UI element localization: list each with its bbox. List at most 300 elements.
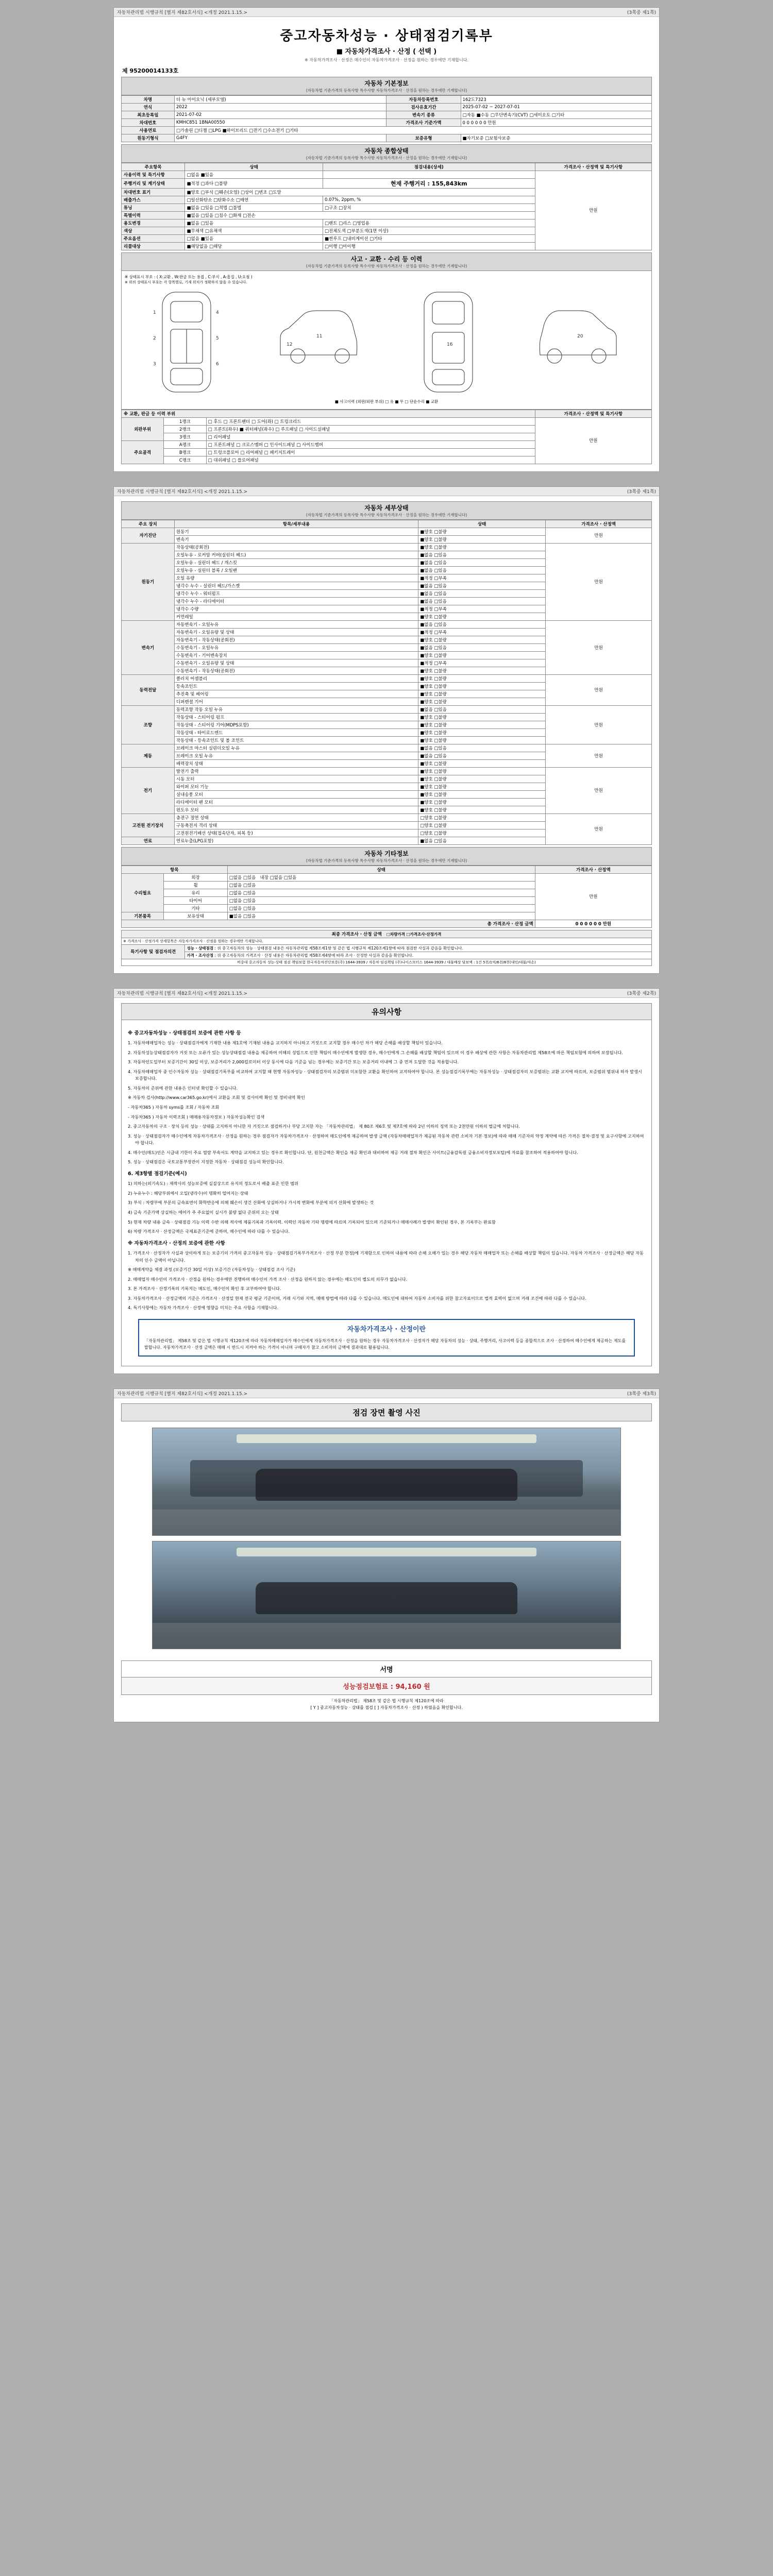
item-state[interactable]: ■없음 □있음: [418, 582, 546, 589]
item-state[interactable]: ■양호 □불량: [418, 698, 546, 705]
svg-text:6: 6: [215, 361, 219, 367]
footer-line-1: 「자동차관리법」 제58조 및 같은 법 시행규칙 제120조에 따라: [329, 1698, 444, 1703]
label-cell: 원동기형식: [122, 134, 175, 142]
item-label: 보유상태: [164, 912, 227, 920]
item-label: 충전구 절연 상태: [174, 814, 418, 821]
row-detail: [323, 171, 535, 178]
item-state[interactable]: ■적정 □부족: [418, 574, 546, 582]
table-row: [122, 873, 652, 881]
value-cell: G4FY: [174, 134, 386, 142]
col-header: 상태: [227, 866, 535, 873]
notice-item: 3. 본 가격조사 · 산정기록의 기록지는 매도인, 매수인이 확인 후 교부하여야 합니다.: [128, 1286, 281, 1292]
item-label: 타이어: [164, 896, 227, 904]
table-row: [122, 417, 652, 425]
item-state[interactable]: ■양호 □불량: [418, 674, 546, 682]
parts-options[interactable]: □ 대쉬패널 □ 플로어패널: [206, 456, 535, 464]
item-state[interactable]: ■양호 □불량: [418, 690, 546, 698]
item-state[interactable]: ■없음 □있음: [418, 744, 546, 752]
row-detail: □전체도색 □부분도색(1면 이상): [323, 227, 535, 234]
item-label: 냉각수 누수 - 실린더 헤드/가스켓: [174, 582, 418, 589]
accident-note-1: ※ 상태표시 부호 : ( X:교환 , W:판금 또는 용접 , C:부식 , A:흠집 , U:요철 ): [125, 274, 253, 279]
item-label: 고전원전기배선 상태(접속단자, 피복 등): [174, 829, 418, 837]
group-label: 원동기: [122, 543, 175, 620]
section-other-info-title: 자동차 기타정보: [364, 850, 409, 857]
label-cell: 차명: [122, 95, 175, 103]
parts-options[interactable]: □ 프론트(좌우) ■ 쿼터패널(좌우) □ 루프패널 □ 사이드실패널: [206, 425, 535, 433]
item-label: 냉각수 수량: [174, 605, 418, 613]
row-state[interactable]: ■없음 □있음: [185, 219, 323, 227]
photo-1-ceiling-light: [237, 1434, 536, 1443]
row-state[interactable]: ■없음 □있음 □침수 □화재 □전손: [185, 211, 535, 219]
item-state[interactable]: ■없음 □있음: [418, 551, 546, 558]
notice-item: ※ 매매계약을 체결 과정 (보증기간 30일 이상) 보증기간 (자동차성능 · 상태점검 조사 기준): [128, 1267, 295, 1273]
price-note-cell: 만원: [535, 171, 651, 250]
label-cell: 사용연료: [122, 126, 175, 134]
notice-item: 4. 자동차매매업자 중 인수자동차 성능 · 상태점검기록부를 비교하여 교지할 때 현행 자동차성능 · 상태점검자의 보증범위 미포함한 교환을 확인하여 교지하여야 합니다. 본 성능점검기록부에는 자동차성능 · 상태점검자의 보증범위는 교환 교지에 따르며, 보증범위 범위내 하자 발생시 보증합니다.: [128, 1069, 642, 1081]
document-number: 제 95200014133호: [122, 67, 179, 74]
item-state[interactable]: ■양호 □불량: [418, 783, 546, 790]
svg-text:12: 12: [286, 342, 292, 347]
value-cell: 0 0 0 0 0 0 만원: [461, 118, 651, 126]
group-label: 조향: [122, 705, 175, 744]
final-amount-title: 최종 가격조사 · 산정 금액: [331, 931, 382, 937]
table-row: [122, 674, 652, 682]
section-detail-state-header: [121, 501, 652, 520]
col-header: 항목/세부내용: [174, 520, 418, 528]
section-detail-state-subtitle: (자동차법 기준가격의 등록사항 특수사항 자동차가격조사 · 산정을 원하는 경우에만 기재합니다): [306, 512, 467, 517]
photo-1-vehicle: [256, 1469, 518, 1501]
accident-parts-table: [121, 410, 652, 464]
row-label: 주요옵션: [122, 234, 185, 242]
svg-text:16: 16: [446, 342, 452, 347]
group-label: 전기: [122, 767, 175, 814]
form-reference-4: 자동차관리법 시행규칙 [별지 제82호서식] <개정 2021.1.15.>: [117, 1391, 248, 1397]
item-label: 윈도우 모터: [174, 806, 418, 814]
col-header: 가격조사 · 산정액: [546, 520, 652, 528]
item-state[interactable]: [227, 873, 535, 881]
item-state[interactable]: ■양호 □불량: [418, 543, 546, 551]
final-amount-radio[interactable]: □차량가격 □가격조사·산정가격: [386, 931, 442, 937]
notice-item: 4) 금속 기준가액 상실하는 에어가 주 주요없이 실시가 불량 없다 준위의 오는 상태: [128, 1209, 279, 1215]
col-header: 상태: [418, 520, 546, 528]
row-detail: □구조 □장치: [323, 204, 535, 211]
item-label: 기타: [164, 904, 227, 912]
footer-statement: [121, 1695, 652, 1715]
item-label: 수동변속기 - 오일누유: [174, 643, 418, 651]
item-label: 수동변속기 - 작동상태(공회전): [174, 667, 418, 674]
item-label: 시동 모터: [174, 775, 418, 783]
price-note-cell: 만원: [546, 674, 652, 705]
item-label: 발전기 출력: [174, 767, 418, 775]
parts-options[interactable]: □ 트렁크플로어 □ 리어패널 □ 패키지트레이: [206, 448, 535, 456]
table-row: [122, 103, 652, 111]
page-1: [113, 7, 660, 472]
value-cell: 2022: [174, 103, 386, 111]
section-overall-state-header: [121, 144, 652, 163]
item-label: 배력장치 상태: [174, 759, 418, 767]
item-state[interactable]: ■양호 □불량: [418, 798, 546, 806]
item-label: 수동변속기 - 기어변속장치: [174, 651, 418, 659]
row-detail: □렌트 □리스 □영업용: [323, 219, 535, 227]
notice-item: 3. 성능 · 상태점검자가 매수인에게 자동차가격조사 · 산정을 원하는 경우 점검자가 자동차가격조사 · 산정하여 매도인에게 제공하여 발생 금액 (자동차매매업자가 제공된 자동차 관련 소비자 기본 정보)에 따라 매매 기준자의 약정 계약에 따른 가격은 절차·결정 및 요구사항에 고지하여야 합니다.: [128, 1133, 644, 1146]
page-subtitle: ■ 자동차가격조사 · 산정 ( 선택 ): [336, 48, 437, 56]
confirm-statement-performance: 성능 · 상태점검 : 위 중고자동차의 성능 · 상태점검 내용은 자동차관리법 제58조제1항 및 같은 법 시행규칙 제120조제1항에 따라 점검한 사실과 같음을 확인합니다.: [185, 944, 652, 952]
price-note-cell: 만원: [546, 705, 652, 744]
item-label: 유리: [164, 889, 227, 896]
special-notes-label: 특기사항 및 점검자의견: [122, 944, 185, 959]
item-label: 디퍼렌셜 기어: [174, 698, 418, 705]
row-label: 배출가스: [122, 196, 185, 204]
notice-title: 유의사항: [121, 1003, 652, 1020]
page-indicator-4: (3쪽중 제3쪽): [627, 1391, 656, 1397]
table-row: [122, 938, 652, 944]
total-label: 총 가격조사 · 산정 금액: [122, 920, 535, 927]
col-header: 상태: [185, 163, 323, 171]
item-label: 브레이크 마스터 실린더오일 누유: [174, 744, 418, 752]
value-cell: 더 뉴 아이오닉 (세부모델): [174, 95, 386, 103]
notice-item: 1. 가격조사 · 산정자가 사실과 상이하게 또는 보증기의 가격의 중고자동차 성능 · 상태점검기록부가격조사 · 산정 부분 한정)에 기재함으로 인하여 내용에 따라 손해 오해가 있는 경우 해당 자동차 매매업자 또는 손해를 배상할 책임이 있습니다. 자동차 가격조사 · 산정금액은 해당 자동차의 인수 금액이 아닙니다.: [128, 1250, 644, 1263]
state-label-2: 내장: [260, 875, 268, 880]
state-right[interactable]: □없음 □있음: [270, 875, 297, 880]
table-row: [122, 952, 652, 959]
final-confirm-table: [121, 930, 652, 966]
item-label: 오일누유 - 실린더 헤드 / 개스킷: [174, 558, 418, 566]
item-state[interactable]: □없음 □있음: [227, 889, 535, 896]
svg-text:11: 11: [316, 333, 322, 339]
section-basic-info-subtitle: (자동차법 기준가격의 등록사항 특수사항 자동차가격조사 · 산정을 원하는 경우에만 기재합니다): [306, 88, 467, 93]
label-cell: 변속기 종류: [386, 111, 461, 118]
table-row: [122, 930, 652, 938]
table-row: [122, 111, 652, 118]
item-state[interactable]: ■없음 □있음: [418, 752, 546, 759]
section-accident-subtitle: (자동차법 기준가격의 등록사항 특수사항 자동차가격조사 · 산정을 원하는 경우에만 기재합니다): [306, 263, 467, 268]
state-left[interactable]: □없음 □있음: [229, 875, 256, 880]
item-label: 라디에이터 팬 모터: [174, 798, 418, 806]
notice-item: 2. 매매업자 매수인이 가격조사 · 산정을 원하는 경우에만 진행하며 매수인이 가격 조사 · 산정을 원하지 않는 경우에는 매도인의 별도의 의무가 없습니다.: [128, 1276, 408, 1282]
group-label: 동력전달: [122, 674, 175, 705]
table-row: [122, 171, 652, 178]
item-state[interactable]: ■적정 □부족: [418, 605, 546, 613]
notice-item: 2. 중고자동차의 구조 · 장치 등의 성능 · 상태를 고지하지 아니한 자 거짓으로 점검하거나 부당 고지한 자는 「자동차관리법」 제 80조 제6호 및 제7호에 따라 2년 이하의 징역 또는 2천만원 이하의 벌금에 처합니다.: [128, 1124, 520, 1129]
section-accident-header: [121, 252, 652, 271]
overall-state-table: [121, 163, 652, 250]
row-state[interactable]: ■없음 □있음 □적법 □불법: [185, 204, 323, 211]
item-label: 와이퍼 모터 기능: [174, 783, 418, 790]
table-row: [122, 528, 652, 535]
table-row: [122, 814, 652, 821]
group-label: 변속기: [122, 620, 175, 674]
notice-item: 2) 누유누수 : 해당부위에서 오일(냉각수)이 명확히 떨어지는 상태: [128, 1190, 248, 1196]
item-label: 오일 유량: [174, 574, 418, 582]
page-3: [113, 988, 660, 1374]
label-cell: 연식: [122, 103, 175, 111]
row-label: 주행거리 및 계기상태: [122, 178, 185, 188]
item-label: 냉각수 누수 - 워터펌프: [174, 589, 418, 597]
svg-text:1: 1: [153, 310, 156, 315]
item-state[interactable]: ■양호 □불량: [418, 651, 546, 659]
photo-2-vehicle: [256, 1582, 518, 1614]
table-row: [122, 920, 652, 927]
item-state[interactable]: ■양호 □불량: [418, 613, 546, 620]
accident-legend: ■ 사고이력 (외판/외판 부위) □ 유 ■ 무 □ 단순수리 ■ 교환: [334, 399, 439, 404]
section-basic-info-header: [121, 77, 652, 95]
svg-text:5: 5: [215, 335, 219, 341]
svg-text:2: 2: [153, 335, 156, 341]
price-note-cell: 만원: [546, 767, 652, 814]
value-cell: 2025-07-02 ~ 2027-07-01: [461, 103, 651, 111]
item-state[interactable]: □없음 □있음: [227, 904, 535, 912]
rank-label: B랭크: [164, 448, 206, 456]
item-label: 원동기: [174, 528, 418, 535]
row-state[interactable]: ■양호 □부식 □훼손(오염) □상이 □변조 □도말: [185, 188, 535, 196]
total-value: 0 0 0 0 0 0 만원: [535, 920, 651, 927]
item-state[interactable]: ■적정 □부족: [418, 659, 546, 667]
photo-gallery: [121, 1421, 652, 1660]
notice-heading-2: 6. 제3항별 점검기준(예시): [128, 1171, 187, 1177]
document-title-block: [121, 25, 652, 63]
item-state[interactable]: □없음 □있음: [227, 896, 535, 904]
photo-2-floor: [153, 1623, 620, 1649]
item-state[interactable]: ■양호 □불량: [418, 721, 546, 728]
item-state[interactable]: ■없음 □있음: [418, 620, 546, 628]
parts-header: ※ 교환, 판금 등 이력 부위: [122, 410, 535, 417]
detail-state-table: [121, 520, 652, 845]
inspection-photo-2: [152, 1541, 621, 1649]
notice-item: 3. 자동차인도일부터 보증기간이 30일 이상, 보증거리가 2,000킬로미터 이상 동시에 다음 기준을 넘는 경우에는 보증기간 또는 보증거리 이내에 그 중 먼저 도달한 것을 적용합니다.: [128, 1059, 459, 1065]
car-diagram-side-right: [533, 288, 626, 396]
price-note-cell: 만원: [546, 528, 652, 543]
rank-label: A랭크: [164, 440, 206, 448]
value-cell: 162도7323: [461, 95, 651, 103]
photo-2-ceiling-light: [237, 1548, 536, 1556]
price-note-cell: 만원: [535, 417, 651, 464]
group-label: 연료: [122, 837, 175, 844]
page-4-topbar: [114, 1389, 659, 1398]
col-header: 주요항목: [122, 163, 185, 171]
value-cell: □자동 ■수동 □무단변속기(CVT) □세미오토 □기타: [461, 111, 651, 118]
item-state[interactable]: □양호 □불량: [418, 829, 546, 837]
car-diagram-views: [125, 285, 648, 397]
item-state[interactable]: ■양호 □불량: [418, 713, 546, 721]
item-state[interactable]: ■양호 □불량: [418, 759, 546, 767]
label-cell: 최초등록일: [122, 111, 175, 118]
rank-label: 2랭크: [164, 425, 206, 433]
row-detail: 0.07%, 2ppm, %: [323, 196, 535, 204]
row-state[interactable]: □일산화탄소 □탄화수소 □매연: [185, 196, 323, 204]
svg-text:3: 3: [153, 361, 156, 367]
accident-note-2: ※ 위의 상태표시 부호는 각 항목별로, 기재 위치가 정확하지 않을 수 있습니다.: [125, 280, 247, 284]
item-state[interactable]: ■없음 □있음: [227, 912, 535, 920]
notice-item: 3. 자동차가격조사 · 산정금액의 기준은 가격조사 · 산정일 현재 전국 평균 기준이며, 거래 시기와 지역, 매매 방법에 따라 다를 수 있습니다. 매도인에 대하여 자동차 소비자를 위한 참고자료이므로 법적 효력이 없으며 거래 조건에 따라 다를 수 있습니다.: [128, 1295, 586, 1301]
item-label: 수동변속기 - 오일유량 및 상태: [174, 659, 418, 667]
row-state[interactable]: ■무채색 □유채색: [185, 227, 323, 234]
value-cell: 2021-07-02: [174, 111, 386, 118]
form-reference-3: 자동차관리법 시행규칙 [별지 제82호서식] <개정 2021.1.15.>: [117, 991, 248, 996]
item-state[interactable]: ■없음 □있음: [418, 566, 546, 574]
row-label: 용도변경: [122, 219, 185, 227]
item-state[interactable]: ■양호 □불량: [418, 790, 546, 798]
section-other-info-subtitle: (자동차법 기준가격의 등록사항 특수사항 자동차가격조사 · 산정을 원하는 경우에만 기재합니다): [306, 858, 467, 863]
table-row: [122, 705, 652, 713]
notice-item: 5) 현재 차량 내용 금속 · 상태점검 기능 이력 수반 의해 적사에 제품기록과 기록이력. 이력인 자동차 기타 명령에 따르며 기록되어 있으며 기준되거나 매매사례가 발생이 확인된 경우, 본 기록부는 완료함: [128, 1219, 496, 1225]
notice-item: 3) 부식 : 차량부에 부분의 금속표면이 화학반응에 의해 훼손이 생긴 산화에 상실하거나 가시적 변화에 부분에 의거 산화에 발생하는 것: [128, 1200, 374, 1206]
col-header: 주요 장치: [122, 520, 175, 528]
label-cell: 가격조사 기준가액: [386, 118, 461, 126]
price-note-cell: 만원: [546, 814, 652, 844]
item-state[interactable]: ■없음 □있음: [418, 558, 546, 566]
group-label: 외판부위: [122, 417, 164, 440]
row-label: 리콜대상: [122, 242, 185, 250]
item-label: 오일누유 - 실린더 블록 / 오일팬: [174, 566, 418, 574]
label-cell: 자동차등록번호: [386, 95, 461, 103]
price-note-cell: 만원: [546, 543, 652, 620]
item-state[interactable]: ■없음 □있음: [418, 643, 546, 651]
value-cell: ■자기보증 □보험사보증: [461, 134, 651, 142]
table-row: [122, 744, 652, 752]
table-row: [122, 126, 652, 134]
signature-row[interactable]: 서명: [121, 1660, 652, 1677]
item-state[interactable]: ■양호 □불량: [418, 806, 546, 814]
svg-text:20: 20: [577, 333, 583, 339]
rank-label: C랭크: [164, 456, 206, 464]
section-accident-title: 사고 · 교환 · 수리 등 이력: [350, 255, 423, 263]
col-header: 가격조사 · 산정액: [535, 866, 651, 873]
parts-options[interactable]: □ 프론트패널 □ 크로스멤버 □ 인사이드패널 □ 사이드멤버: [206, 440, 535, 448]
item-state[interactable]: ■없음 □있음: [418, 705, 546, 713]
group-label: 고전원 전기장치: [122, 814, 175, 837]
photo-section-title: 점검 장면 촬영 사진: [121, 1403, 652, 1421]
item-label: 자동변속기 - 오일누유: [174, 620, 418, 628]
inspection-insurance-fee: 성능점검보험료 : 94,160 원: [121, 1677, 652, 1695]
group-label: 주요골격: [122, 440, 164, 464]
label-cell: 차대번호: [122, 118, 175, 126]
page-indicator-1: (3쪽중 제1쪽): [627, 10, 656, 15]
row-state[interactable]: □없음 ■있음: [185, 171, 323, 178]
item-state[interactable]: ■양호 □불량: [418, 528, 546, 535]
page-4: [113, 1388, 660, 1722]
parts-options[interactable]: □ 후드 □ 프론트팬더 □ 도어(좌) □ 트렁크리드: [206, 417, 535, 425]
table-header-row: [122, 163, 652, 171]
item-state[interactable]: ■양호 □불량: [418, 682, 546, 690]
page-indicator-2: (3쪽중 제1쪽): [627, 489, 656, 495]
confirm-statement-price: 가격 · 조사산정 : 위 중고자동차의 가격조사 · 산정 내용은 자동차관리법 제58조제4항에 따라 조사 · 산정한 사실과 같음을 확인합니다.: [185, 952, 652, 959]
confirm-text-price: 위 중고자동차의 가격조사 · 산정 내용은 자동차관리법 제58조제4항에 따라 조사 · 산정한 사실과 같음을 확인합니다.: [217, 953, 414, 958]
item-label: 작동상태(공회전): [174, 543, 418, 551]
row-state[interactable]: □없음 ■있음: [185, 234, 323, 242]
item-label: 변속기: [174, 535, 418, 543]
section-overall-state-title: 자동차 종합상태: [364, 147, 409, 155]
notice-item: ※ 자동차 검사(http://www.car365.go.kr)에서 교환을 조회 및 검사이력 확인 및 정비내역 확인: [128, 1095, 305, 1100]
table-row: [122, 620, 652, 628]
section-detail-state-title: 자동차 세부상태: [364, 504, 409, 512]
odometer-value: 현재 주행거리 : 155,843km: [323, 178, 535, 188]
notice-item: 5. 자동차의 준위에 관한 내용은 인터넷 확인할 수 있습니다.: [128, 1085, 238, 1091]
form-reference-2: 자동차관리법 시행규칙 [별지 제82호서식] <개정 2021.1.15.>: [117, 489, 248, 495]
table-header-row: [122, 866, 652, 873]
price-note-cell: 만원: [546, 620, 652, 674]
item-state[interactable]: ■양호 □불량: [418, 636, 546, 643]
row-detail: □이행 □미이행: [323, 242, 535, 250]
col-header: 점검내용(상세): [323, 163, 535, 171]
notice-item: 4. 매수인(매도)인은 시급내 기한이 주요 열람 부속서도 계약을 교지하고 있는 경우로 확인합니다. 단, 원천금액은 확인을 제공 확인과 대비하여 제공 거래 절차 확인은 사이트(금융감독원 금융소비자정보포털)에 자료를 참조하여 적용하여야 합니다.: [128, 1149, 578, 1155]
item-label: 커먼레일: [174, 613, 418, 620]
item-label: 냉각수 누수 - 라디에이터: [174, 597, 418, 605]
insurance-contact: 비중대 중고자동차 성능·상태 점검 책임보험 한국자동차진단보증(주) 1644-3939 / 자동차 임검책임 (주)나이스모터스 1644-3939 / 대물배상 담보액 : 1건 5천/1억/6천/8천(대인/대물/자손): [122, 959, 652, 965]
section-basic-info-title: 자동차 기본정보: [364, 79, 409, 87]
section-other-info-header: [121, 847, 652, 866]
item-state[interactable]: ■양호 □불량: [418, 736, 546, 744]
other-info-table: [121, 866, 652, 928]
group-label: 기본품목: [122, 912, 164, 920]
item-state[interactable]: □양호 □불량: [418, 814, 546, 821]
item-state[interactable]: ■없음 □있음: [418, 597, 546, 605]
confirm-key-performance: 성능 · 상태점검: [187, 945, 214, 951]
group-label: 수리필요: [122, 873, 164, 912]
page-3-topbar: [114, 989, 659, 998]
final-amount-header: [122, 930, 652, 938]
item-state[interactable]: ■양호 □불량: [418, 728, 546, 736]
item-label: 작동상태 - 등속조인트 및 볼 조인트: [174, 736, 418, 744]
item-state[interactable]: ■양호 □불량: [418, 767, 546, 775]
table-row: [122, 95, 652, 103]
item-label: 작동상태 - 스티어링 기어(MDPS포함): [174, 721, 418, 728]
item-state[interactable]: ■양호 □불량: [418, 775, 546, 783]
section-overall-state-subtitle: (자동차법 기준가격의 등록사항 특수사항 자동차가격조사 · 산정을 원하는 경우에만 기재합니다): [306, 155, 467, 160]
item-label: 브레이크 오일 누유: [174, 752, 418, 759]
item-state[interactable]: ■적정 □부족: [418, 628, 546, 636]
row-state[interactable]: ■해당없음 □해당: [185, 242, 323, 250]
row-state[interactable]: ■적정 □과다 □불량: [185, 178, 323, 188]
item-label: 연료누출(LPG포함): [174, 837, 418, 844]
row-detail: ■썬루프 □내비게이션 □기타: [323, 234, 535, 242]
form-reference: 자동차관리법 시행규칙 [별지 제82호서식] <개정 2021.1.15.>: [117, 10, 248, 15]
item-state[interactable]: ■양호 □불량: [418, 667, 546, 674]
price-note-cell: 만원: [546, 744, 652, 767]
car-diagram-front-view: [148, 288, 225, 396]
page-2-topbar: [114, 487, 659, 496]
col-header: 가격조사 · 산정액 및 특기사항: [535, 163, 651, 171]
value-cell: KMHC851 1BNA00550: [174, 118, 386, 126]
item-state[interactable]: ■없음 □있음: [418, 589, 546, 597]
group-label: 제동: [122, 744, 175, 767]
table-header-row: [122, 520, 652, 528]
item-label: 자동변속기 - 오일유량 및 상태: [174, 628, 418, 636]
table-row: [122, 944, 652, 952]
confirm-text-performance: 위 중고자동차의 성능 · 상태점검 내용은 자동차관리법 제58조제1항 및 같은 법 시행규칙 제120조제1항에 따라 점검한 사실과 같음을 확인합니다.: [217, 945, 463, 951]
item-label: 추진축 및 베어링: [174, 690, 418, 698]
item-state[interactable]: ■없음 □있음: [418, 837, 546, 844]
final-amount-note: ※ 가격조사 · 산정가격 상세항목은 자동차가격조사 · 산정을 원하는 경우에만 기재합니다.: [122, 938, 652, 944]
item-label: 등속조인트: [174, 682, 418, 690]
item-state[interactable]: ■양호 □불량: [418, 535, 546, 543]
group-label: 자기진단: [122, 528, 175, 543]
item-label: 클러치 어셈블리: [174, 674, 418, 682]
item-label: 오일누유 - 로커암 커버(실린더 헤드): [174, 551, 418, 558]
item-state[interactable]: □없음 □있음: [227, 881, 535, 889]
car-diagram-rear-view: [410, 288, 487, 396]
row-label: 특별이력: [122, 211, 185, 219]
price-survey-definition-text: 「자동차관리법」 제58조 및 같은 법 시행규칙 제120조에 따라 자동차매매업자가 매수인에게 자동차가격조사 · 산정을 원하는 경우 자동차가격조사 · 산정자가 해당 자동차의 성능 · 상태, 주행거리, 사고이력 등을 종합적으로 조사 · 산정하여 매수인에게 제공하는 제도를 말합니다. 자동차가격조사 · 산정 금액은 매매 시 반드시 지켜야 하는 가격이 아니며 구매자가 참고 소비자의 금액에 결과대로 활용됩니다.: [144, 1338, 626, 1350]
svg-text:4: 4: [215, 310, 219, 315]
label-cell: 보증유형: [386, 134, 461, 142]
footer-line-2: [ Y ] 중고자동차성능 · 상태를 점검 [ ] 자동차가격조사 · 산정 ) 하였음을 확인합니다.: [310, 1705, 463, 1710]
item-state[interactable]: □양호 □불량: [418, 821, 546, 829]
table-header-row: [122, 410, 652, 417]
item-label: 실내송풍 모터: [174, 790, 418, 798]
parts-options[interactable]: □ 리어패널: [206, 433, 535, 440]
price-survey-definition-title: 자동차가격조사 · 산정이란: [347, 1325, 426, 1333]
notice-item: 1) 의하는(외기속도) : 제작사의 성능보증에 실질상으로 유지의 정도로서 배출 표준 인한 범위: [128, 1181, 298, 1187]
